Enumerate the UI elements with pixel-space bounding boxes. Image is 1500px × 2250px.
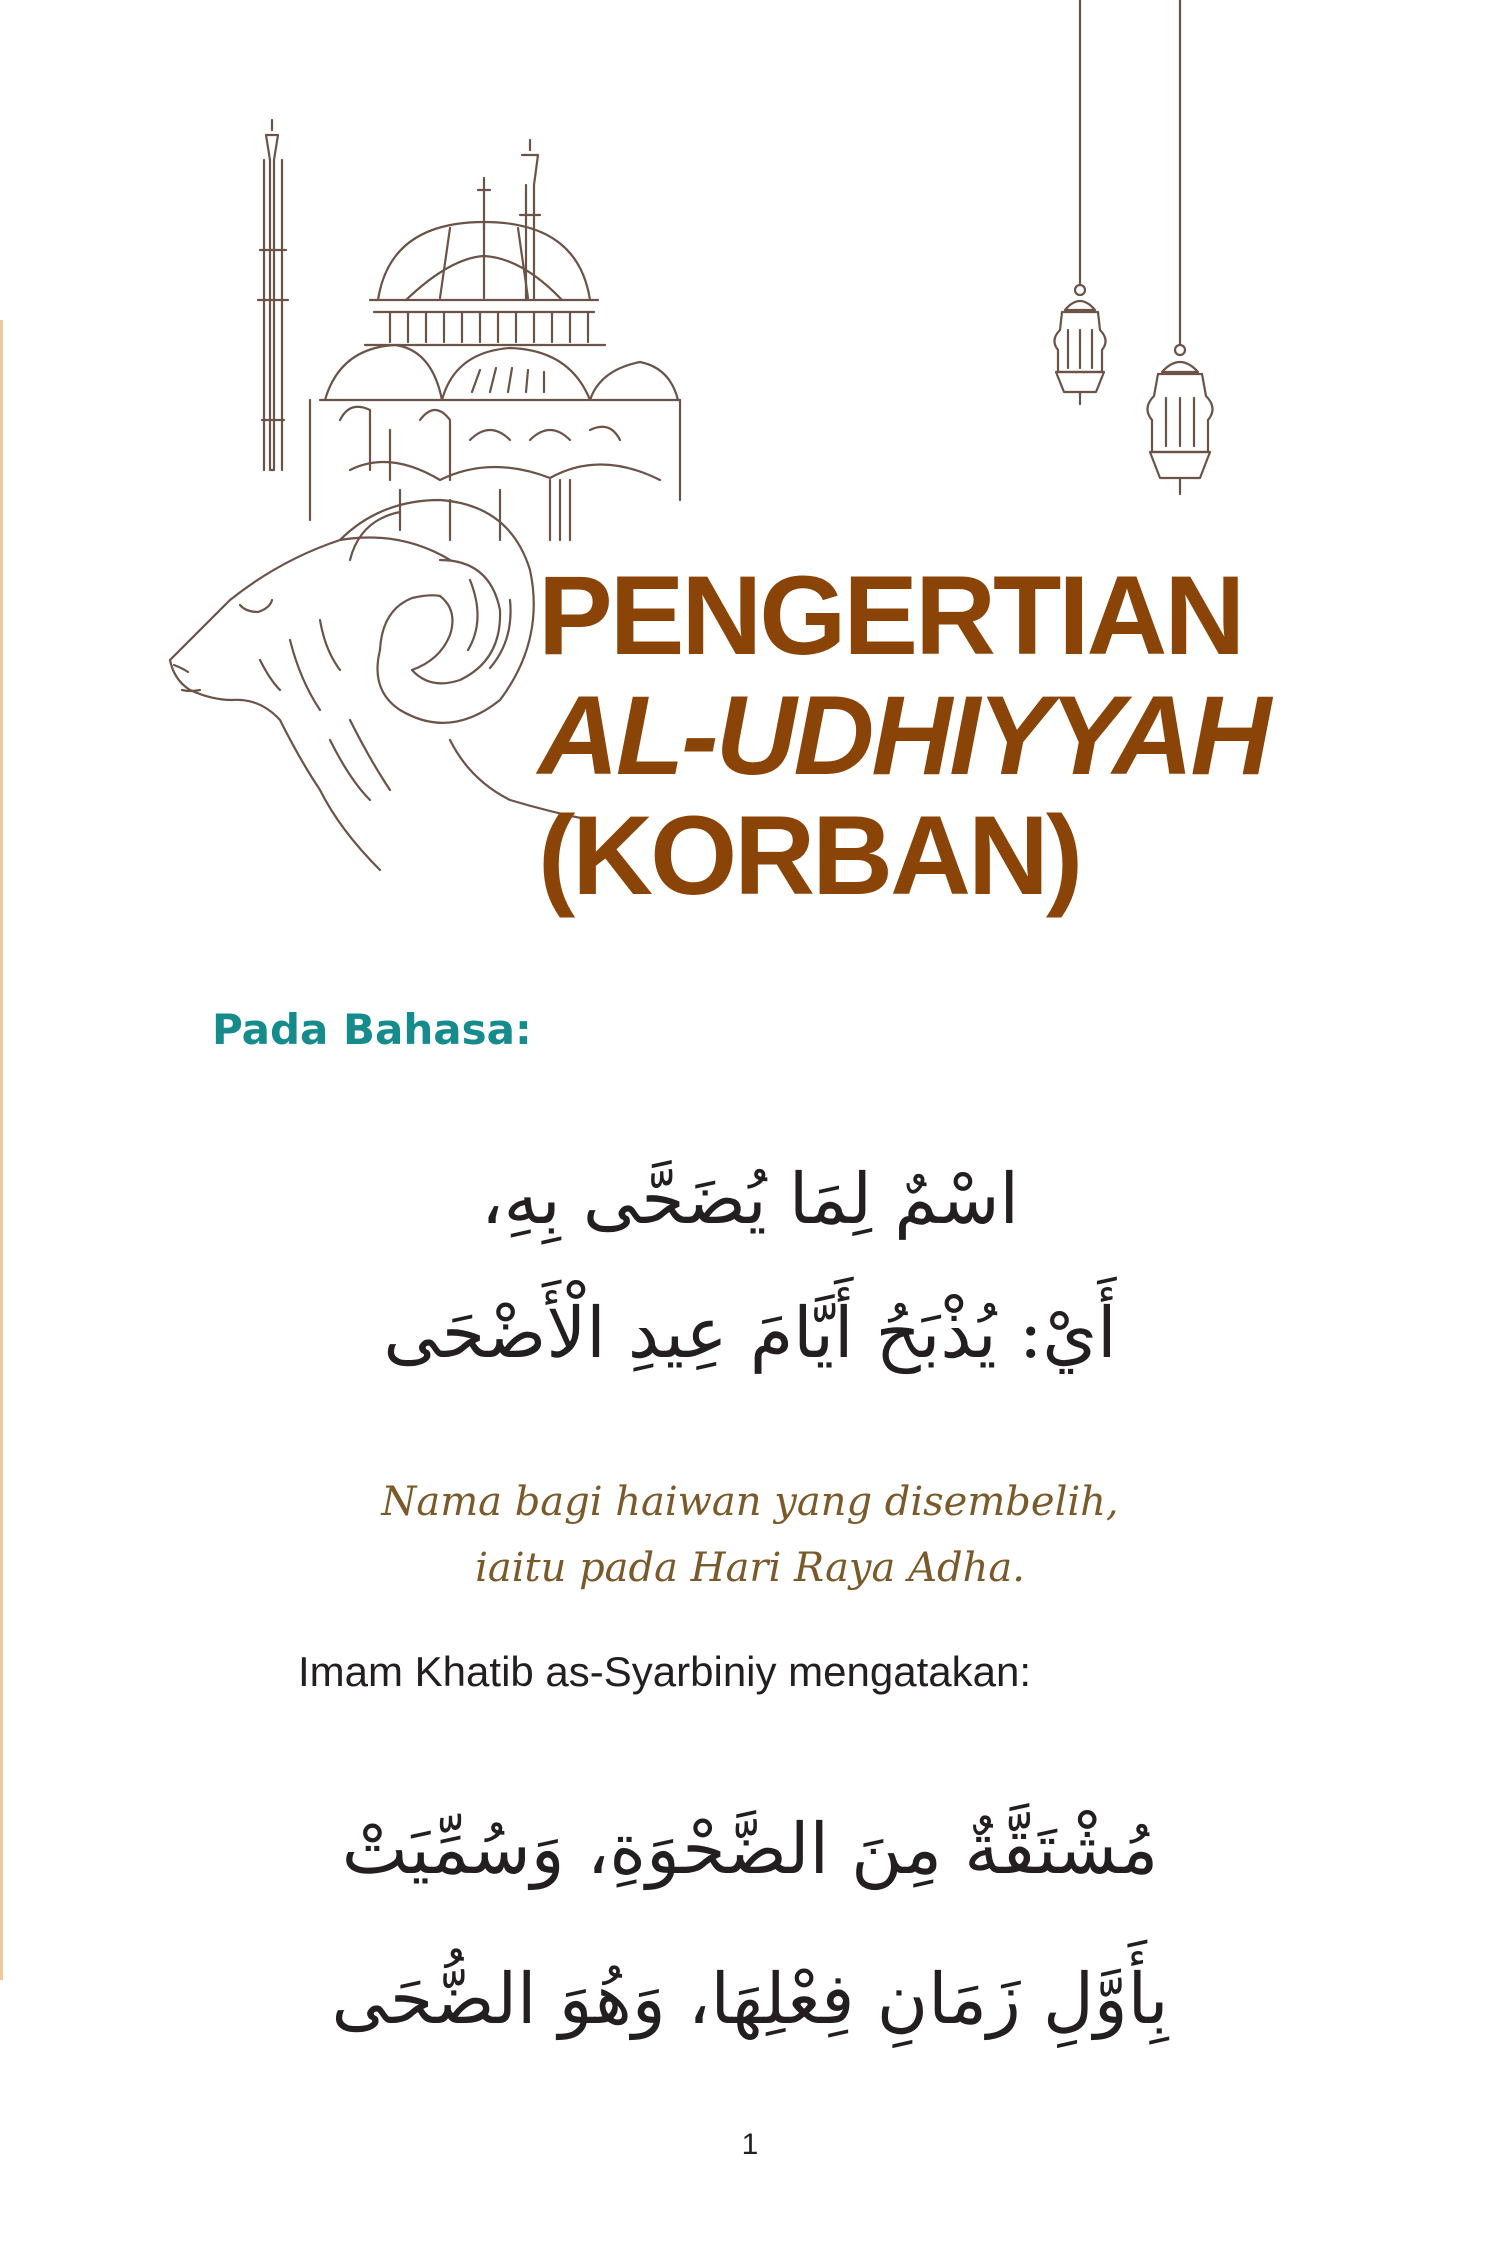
section-heading: Pada Bahasa: xyxy=(212,1005,532,1054)
mosque-icon xyxy=(258,120,680,540)
arabic-definition-line-1: اسْمٌ لِمَا يُضَحَّى بِهِ، xyxy=(481,1158,1019,1240)
page-number: 1 xyxy=(741,2128,759,2161)
intro-text: Imam Khatib as-Syarbiniy mengatakan: xyxy=(298,1648,1032,1695)
arabic-quote-line-1: مُشْتَقَّةٌ مِنَ الضَّحْوَةِ، وَسُمِّيَتْ xyxy=(341,1808,1159,1890)
lantern-icon xyxy=(1054,0,1212,494)
page-edge-line xyxy=(0,320,3,1980)
page-title xyxy=(538,553,1269,918)
arabic-quote-line-2: بِأَوَّلِ زَمَانِ فِعْلِهَا، وَهُوَ الضُّحَى xyxy=(331,1958,1169,2040)
translation-line-2: iaitu pada Hari Raya Adha. xyxy=(475,1545,1025,1591)
title-line-2: AL-UDHIYYAH xyxy=(538,673,1269,798)
arabic-definition-line-2: أَيْ: يُذْبَحُ أَيَّامَ عِيدِ الْأَضْحَى xyxy=(383,1292,1117,1374)
title-line-3: (KORBAN) xyxy=(538,793,1081,918)
translation-line-1: Nama bagi haiwan yang disembelih, xyxy=(381,1479,1119,1525)
ram-icon xyxy=(170,500,590,870)
title-line-1: PENGERTIAN xyxy=(538,553,1243,678)
